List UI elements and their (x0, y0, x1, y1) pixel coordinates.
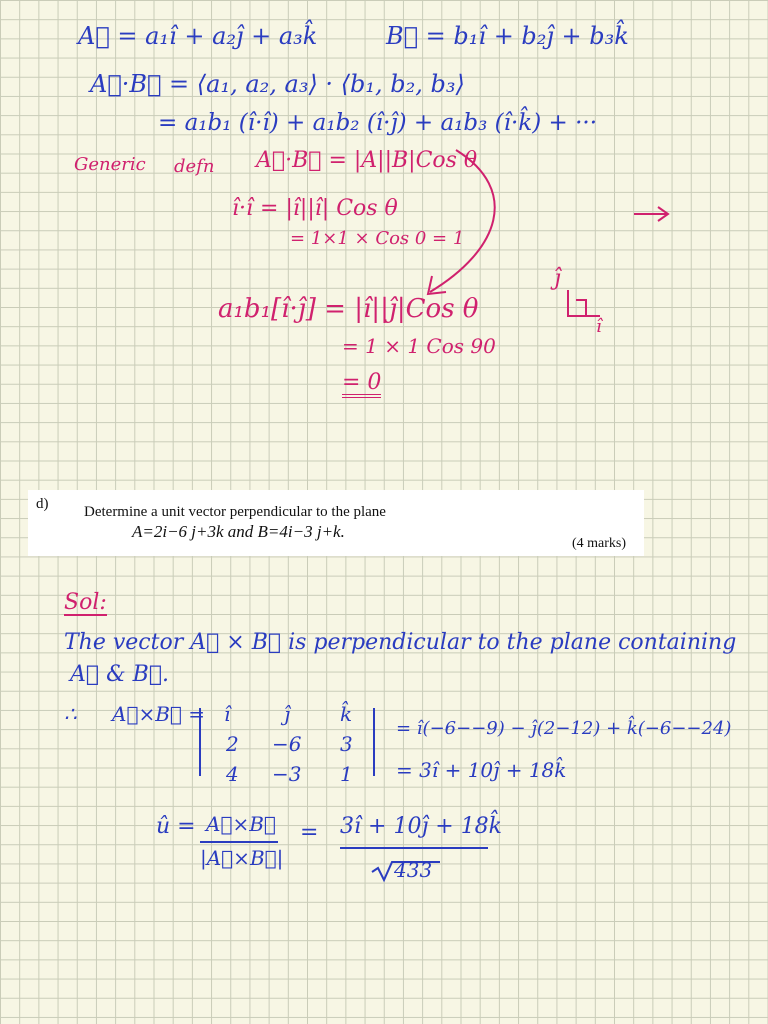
right-angle-marker (576, 300, 586, 316)
matrix-cell: ĵ (284, 702, 291, 726)
matrix-cell: 1 (340, 762, 353, 786)
unit-vector-numerator: A⃗×B⃗ (206, 812, 276, 836)
final-numerator: 3î + 10ĵ + 18k̂ (340, 814, 503, 839)
curved-arrow (430, 150, 495, 292)
therefore-sign: ∴ (64, 702, 77, 726)
unit-dot-cross-result: = 0 (342, 372, 381, 398)
unit-dot-cross-line: a₁b₁[î·ĵ] = |î||ĵ|Cos θ (218, 294, 479, 324)
matrix-cell: 2 (226, 732, 239, 756)
vector-b-definition: B⃗ = b₁î + b₂ĵ + b₃k̂ (386, 22, 629, 50)
dot-product-components: A⃗·B⃗ = ⟨a₁, a₂, a₃⟩ · ⟨b₁, b₂, b₃⟩ (90, 70, 465, 98)
matrix-cell: 4 (226, 762, 239, 786)
unit-dot-cross-eval: = 1 × 1 Cos 90 (342, 334, 496, 358)
solution-label: Sol: (64, 590, 107, 615)
cross-product-result: = 3î + 10ĵ + 18k̂ (396, 758, 567, 782)
matrix-cell: −6 (272, 732, 302, 756)
solution-statement-1: The vector A⃗ × B⃗ is perpendicular to the plane containing (64, 630, 737, 655)
equals-sign: = (300, 820, 319, 845)
unit-dot-same-line: î·î = |î||î| Cos θ (232, 196, 398, 221)
problem-vectors: A=2i−6 j+3k and B=4i−3 j+k. (132, 522, 345, 541)
vector-a-definition: A⃗ = a₁î + a₂ĵ + a₃k̂ (78, 22, 318, 50)
final-denominator: 433 (394, 858, 433, 882)
matrix-cell: k̂ (340, 702, 353, 726)
i-axis-label: î (596, 316, 602, 337)
matrix-cell: −3 (272, 762, 302, 786)
determinant-expansion: = î(−6−−9) − ĵ(2−12) + k̂(−6−−24) (396, 718, 732, 739)
matrix-cell: 3 (340, 732, 353, 756)
definition-label: defn (174, 156, 215, 177)
cross-product-lhs: A⃗×B⃗ = (112, 702, 206, 726)
unit-dot-same-eval: = 1×1 × Cos 0 = 1 (290, 228, 465, 249)
j-axis-label: ĵ (554, 266, 561, 291)
problem-statement: Determine a unit vector perpendicular to the plane (84, 504, 386, 520)
problem-marks: (4 marks) (572, 536, 627, 551)
dot-product-expansion: = a₁b₁ (î·î) + a₁b₂ (î·ĵ) + a₁b₃ (î·k̂) + ··· (158, 110, 598, 136)
axes-sketch (568, 290, 600, 316)
solution-statement-2: A⃗ & B⃗. (70, 662, 170, 687)
matrix-cell: î (224, 702, 231, 726)
right-arrow (634, 207, 668, 221)
unit-vector-symbol: û = (156, 814, 196, 839)
generic-label: Generic (74, 154, 146, 175)
unit-vector-denominator: |A⃗×B⃗| (200, 846, 284, 870)
problem-box (28, 490, 644, 556)
problem-label: d) (36, 496, 49, 512)
generic-dot-formula: A⃗·B⃗ = |A||B|Cos θ (256, 148, 478, 173)
